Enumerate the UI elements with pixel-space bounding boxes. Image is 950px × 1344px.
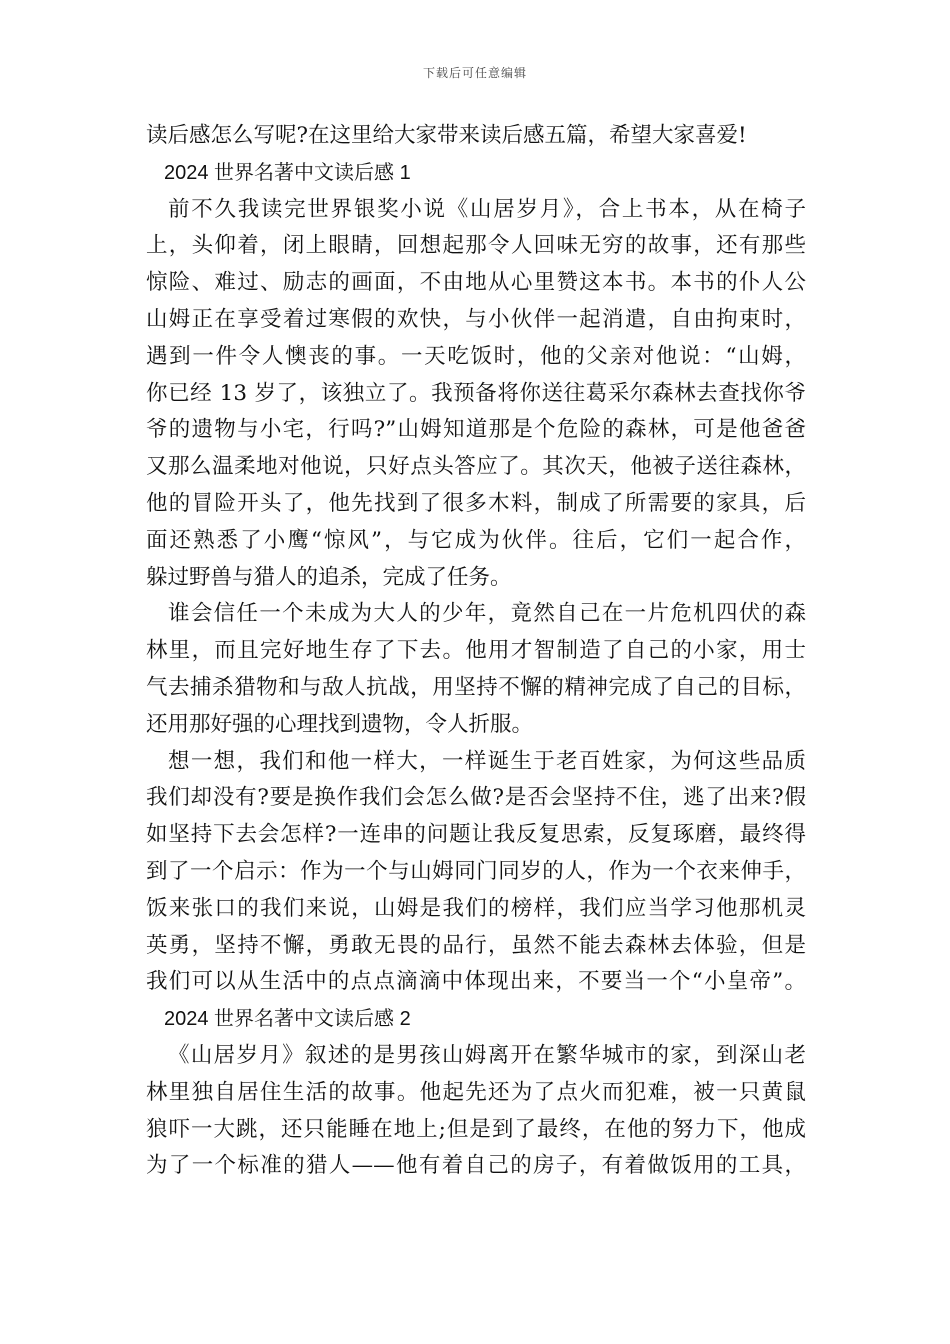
text-line: 想一想，我们和他一样大，一样诞生于老百姓家，为何这些品质 (168, 748, 806, 774)
paragraph (146, 1038, 806, 1185)
text-line: 到了一个启示：作为一个与山姆同门同岁的人，作为一个衣来伸手， (146, 858, 806, 884)
section-title: 2024 世界名著中文读后感 2 (164, 1008, 411, 1031)
text-line: 面还熟悉了小鹰“惊风”，与它成为伙伴。往后，它们一起合作， (146, 527, 806, 553)
text-line: 遇到一件令人懊丧的事。一天吃饭时，他的父亲对他说：“山姆， (146, 343, 806, 369)
paragraph (146, 192, 806, 597)
text-line: 狼吓一大跳，还只能睡在地上;但是到了最终，在他的努力下，他成 (146, 1116, 806, 1142)
section-title: 2024 世界名著中文读后感 1 (164, 161, 411, 184)
paragraph (146, 596, 806, 743)
text-line: 上，头仰着，闭上眼睛，回想起那令人回味无穷的故事，还有那些 (146, 233, 806, 259)
document-body (146, 118, 806, 1185)
text-line: 前不久我读完世界银奖小说《山居岁月》，合上书本，从在椅子 (168, 196, 806, 222)
text-line: 山姆正在享受着过寒假的欢快，与小伙伴一起消遣，自由拘束时， (146, 306, 806, 332)
text-line: 又那么温柔地对他说，只好点头答应了。其次天，他被子送往森林， (146, 454, 806, 480)
text-line: 谁会信任一个未成为大人的少年，竟然自己在一片危机四伏的森 (168, 601, 806, 627)
text-line: 饭来张口的我们来说，山姆是我们的榜样，我们应当学习他那机灵 (146, 895, 806, 921)
text-line: 《山居岁月》叙述的是男孩山姆离开在繁华城市的家，到深山老 (168, 1042, 806, 1068)
text-line: 我们却没有?要是换作我们会怎么做?是否会坚持不住，逃了出来?假 (146, 785, 806, 811)
text-line: 林里，而且完好地生存了下去。他用才智制造了自己的小家，用士 (146, 638, 806, 664)
text-line: 他的冒险开头了，他先找到了很多木料，制成了所需要的家具，后 (146, 490, 806, 516)
paragraph (146, 744, 806, 1002)
text-line: 你已经 13 岁了，该独立了。我预备将你送往葛采尔森林去查找你爷 (146, 380, 806, 406)
text-line: 为了一个标准的猎人——他有着自己的房子，有着做饭用的工具， (146, 1153, 806, 1179)
text-line: 我们可以从生活中的点点滴滴中体现出来，不要当一个“小皇帝”。 (146, 969, 806, 995)
text-line: 还用那好强的心理找到遗物，令人折服。 (146, 711, 534, 737)
intro-line: 读后感怎么写呢?在这里给大家带来读后感五篇，希望大家喜爱! (146, 123, 747, 148)
text-line: 如坚持下去会怎样?一连串的问题让我反复思索，反复琢磨，最终得 (146, 822, 806, 848)
text-line: 英勇，坚持不懈，勇敢无畏的品行，虽然不能去森林去体验，但是 (146, 932, 806, 958)
text-line: 躲过野兽与猎人的追杀，完成了任务。 (146, 564, 512, 590)
text-line: 气去捕杀猎物和与敌人抗战，用坚持不懈的精神完成了自己的目标， (146, 674, 806, 700)
page-header: 下载后可任意编辑 (422, 66, 527, 80)
text-line: 惊险、难过、励志的画面，不由地从心里赞这本书。本书的仆人公 (146, 270, 806, 296)
text-line: 爷的遗物与小宅，行吗?”山姆知道那是个危险的森林，可是他爸爸 (146, 417, 806, 443)
text-line: 林里独自居住生活的故事。他起先还为了点火而犯难，被一只黄鼠 (146, 1079, 806, 1105)
